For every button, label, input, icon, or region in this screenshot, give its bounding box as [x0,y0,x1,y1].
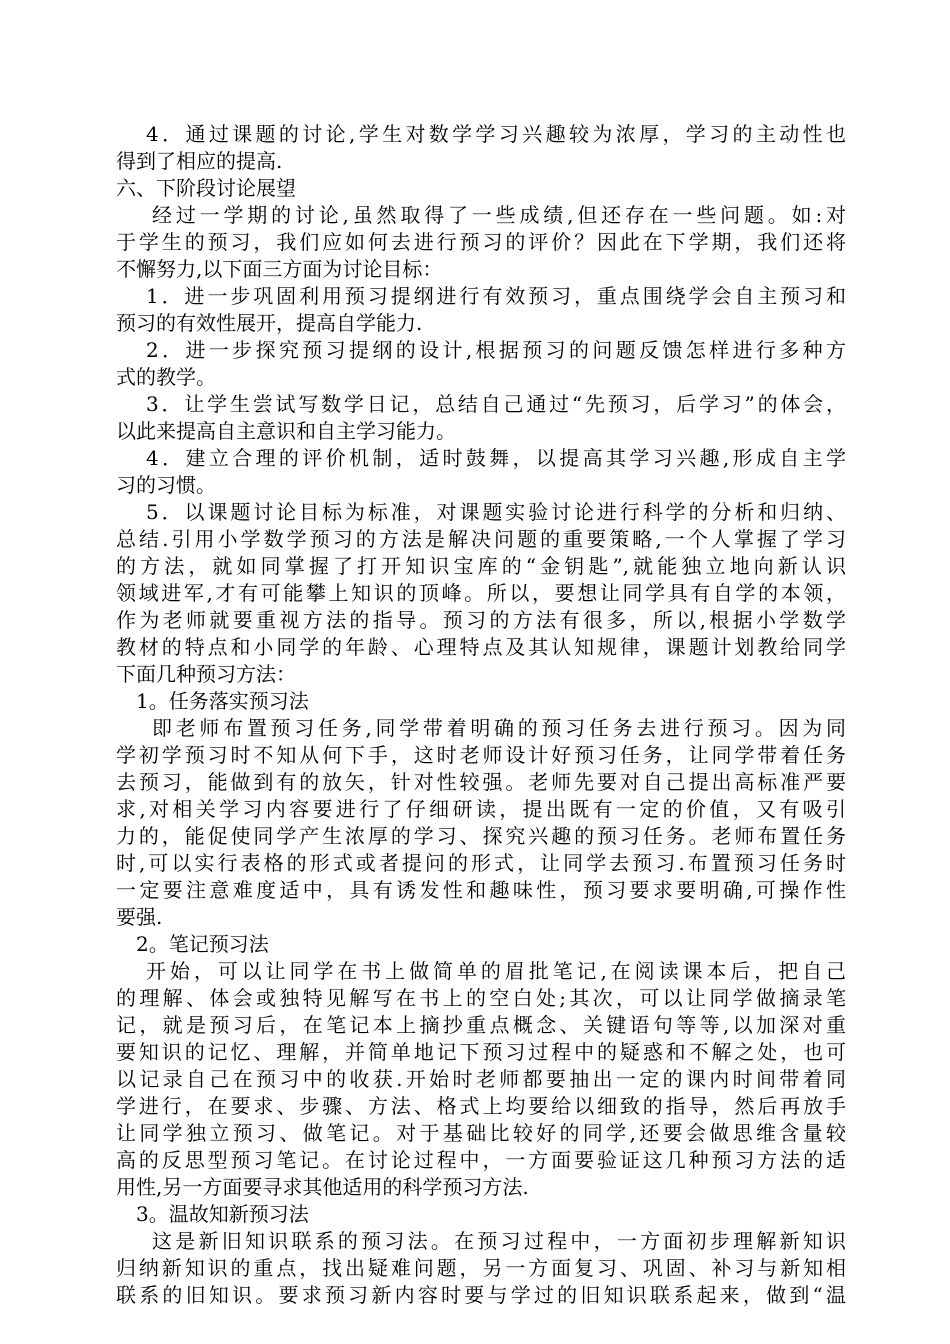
text-line: 5．以课题讨论目标为标准，对课题实验讨论进行科学的分析和归纳、 [146,500,846,524]
text-line: 领域进军,才有可能攀上知识的顶峰。所以，要想让同学具有自学的本领， [116,581,846,605]
text-line: 于学生的预习，我们应如何去进行预习的评价？因此在下学期，我们还将 [116,230,846,254]
text-line: 1．进一步巩固利用预习提纲进行有效预习，重点围绕学会自主预习和 [146,284,846,308]
text-line: 开始，可以让同学在书上做简单的眉批笔记,在阅读课本后，把自己 [146,959,846,983]
text-line: 3．让学生尝试写数学日记，总结自己通过“先预习，后学习”的体会， [146,392,846,416]
text-line: 让同学独立预习、做笔记。对于基础比较好的同学,还要会做思维含量较 [116,1121,846,1145]
text-line: 预习的有效性展开，提高自学能力. [116,311,423,335]
text-line: 用性,另一方面要寻求其他适用的科学预习方法. [116,1175,529,1199]
text-line: 总结.引用小学数学预习的方法是解决问题的重要策略,一个人掌握了学习 [116,527,846,551]
text-line: 经过一学期的讨论,虽然取得了一些成绩,但还存在一些问题。如:对 [152,203,846,227]
text-line: 要强. [116,905,163,929]
text-line: 力的，能促使同学产生浓厚的学习、探究兴趣的预习任务。老师布置任务 [116,824,846,848]
text-line: 得到了相应的提高. [116,149,283,173]
text-line: 作为老师就要重视方法的指导。预习的方法有很多，所以,根据小学数学 [116,608,846,632]
text-line: 以记录自己在预习中的收获.开始时老师都要抽出一定的课内时间带着同 [116,1067,846,1091]
text-line: 2。笔记预习法 [136,932,269,956]
text-line: 的方法，就如同掌握了打开知识宝库的“金钥匙”,就能独立地向新认识 [116,554,846,578]
text-line: 下面几种预习方法： [116,662,296,686]
text-line: 3。温故知新预习法 [136,1202,309,1226]
document-body [116,121,846,1309]
text-line: 学初学预习时不知从何下手，这时老师设计好预习任务，让同学带着任务 [116,743,846,767]
text-line: 记，就是预习后，在笔记本上摘抄重点概念、关键语句等等,以加深对重 [116,1013,846,1037]
text-line: 要知识的记忆、理解，并简单地记下预习过程中的疑惑和不解之处，也可 [116,1040,846,1064]
text-line: 高的反思型预习笔记。在讨论过程中，一方面要验证这几种预习方法的适 [116,1148,846,1172]
text-line: 不懈努力,以下面三方面为讨论目标： [116,257,443,281]
text-line: 去预习，能做到有的放矢，针对性较强。老师先要对自己提出高标准严要 [116,770,846,794]
text-line: 六、下阶段讨论展望 [116,176,296,200]
text-line: 一定要注意难度适中，具有诱发性和趣味性，预习要求要明确,可操作性 [116,878,846,902]
text-line: 时,可以实行表格的形式或者提问的形式，让同学去预习.布置预习任务时 [116,851,846,875]
text-line: 1。任务落实预习法 [136,689,309,713]
text-line: 学进行，在要求、步骤、方法、格式上均要给以细致的指导，然后再放手 [116,1094,846,1118]
text-line: 教材的特点和小同学的年龄、心理特点及其认知规律，课题计划教给同学 [116,635,846,659]
text-line: 以此来提高自主意识和自主学习能力。 [116,419,456,443]
text-line: 即老师布置预习任务,同学带着明确的预习任务去进行预习。因为同 [152,716,846,740]
text-line: 的理解、体会或独特见解写在书上的空白处;其次，可以让同学做摘录笔 [116,986,846,1010]
text-line: 2．进一步探究预习提纲的设计,根据预习的问题反馈怎样进行多种方 [146,338,846,362]
text-line: 这是新旧知识联系的预习法。在预习过程中，一方面初步理解新知识 [152,1229,846,1253]
text-line: 习的习惯。 [116,473,216,497]
text-line: 式的教学。 [116,365,216,389]
text-line: 求,对相关学习内容要进行了仔细研读，提出既有一定的价值，又有吸引 [116,797,846,821]
text-line: 归纳新知识的重点，找出疑难问题，另一方面复习、巩固、补习与新知相 [116,1256,846,1280]
text-line: 4．建立合理的评价机制，适时鼓舞，以提高其学习兴趣,形成自主学 [146,446,846,470]
text-line: 4．通过课题的讨论,学生对数学学习兴趣较为浓厚，学习的主动性也 [146,122,846,146]
text-line: 联系的旧知识。要求预习新内容时要与学过的旧知识联系起来，做到“温 [116,1283,846,1307]
